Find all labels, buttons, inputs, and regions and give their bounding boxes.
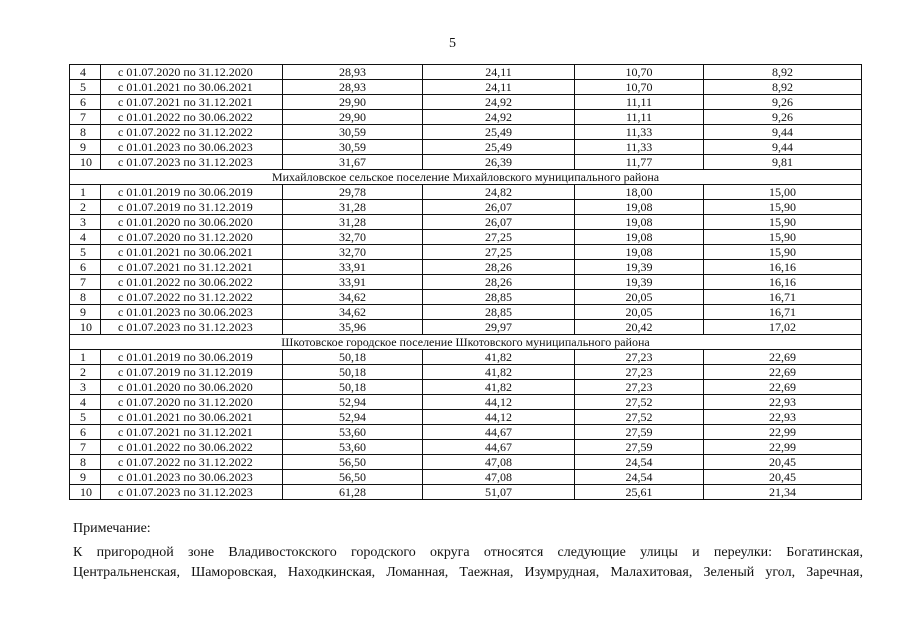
row-number-cell: 7 [70,440,101,455]
row-number-cell: 5 [70,80,101,95]
table-row [70,305,862,320]
row-number-cell: 3 [70,380,101,395]
table-row [70,230,862,245]
value-cell-3: 10,70 [575,80,704,95]
value-cell-3: 24,54 [575,455,704,470]
table-row [70,275,862,290]
value-cell-2: 24,92 [423,110,575,125]
note-text-line-1: К пригородной зоне Владивостокского городского округа относятся следующие улицы и переулки: Богатинская, [73,545,863,560]
period-cell: с 01.07.2021 по 31.12.2021 [101,425,283,440]
value-cell-3: 19,08 [575,230,704,245]
value-cell-1: 29,90 [283,110,423,125]
value-cell-1: 31,28 [283,215,423,230]
row-number-cell: 6 [70,260,101,275]
value-cell-4: 8,92 [704,80,862,95]
value-cell-3: 19,08 [575,200,704,215]
value-cell-4: 15,90 [704,200,862,215]
value-cell-2: 41,82 [423,380,575,395]
row-number-cell: 10 [70,155,101,170]
value-cell-2: 25,49 [423,125,575,140]
table-row [70,455,862,470]
period-cell: с 01.07.2019 по 31.12.2019 [101,365,283,380]
period-cell: с 01.01.2021 по 30.06.2021 [101,80,283,95]
period-cell: с 01.01.2022 по 30.06.2022 [101,110,283,125]
row-number-cell: 10 [70,485,101,500]
value-cell-3: 18,00 [575,185,704,200]
value-cell-1: 50,18 [283,365,423,380]
value-cell-1: 30,59 [283,140,423,155]
note-title: Примечание: [73,521,151,536]
period-cell: с 01.01.2020 по 30.06.2020 [101,215,283,230]
value-cell-1: 33,91 [283,260,423,275]
period-cell: с 01.01.2019 по 30.06.2019 [101,185,283,200]
table-row [70,290,862,305]
period-cell: с 01.07.2020 по 31.12.2020 [101,230,283,245]
value-cell-4: 20,45 [704,455,862,470]
row-number-cell: 9 [70,470,101,485]
table-row [70,440,862,455]
value-cell-1: 28,93 [283,80,423,95]
value-cell-2: 28,26 [423,275,575,290]
table-row [70,155,862,170]
value-cell-1: 52,94 [283,410,423,425]
value-cell-3: 27,23 [575,365,704,380]
value-cell-2: 28,85 [423,305,575,320]
table-row [70,110,862,125]
row-number-cell: 9 [70,305,101,320]
value-cell-1: 52,94 [283,395,423,410]
value-cell-3: 11,11 [575,95,704,110]
value-cell-4: 9,44 [704,125,862,140]
value-cell-2: 51,07 [423,485,575,500]
value-cell-4: 20,45 [704,470,862,485]
table-row [70,185,862,200]
value-cell-4: 22,93 [704,395,862,410]
value-cell-3: 27,59 [575,440,704,455]
value-cell-1: 56,50 [283,470,423,485]
row-number-cell: 10 [70,320,101,335]
value-cell-4: 16,71 [704,305,862,320]
value-cell-1: 29,78 [283,185,423,200]
section-title: Михайловское сельское поселение Михайловского муниципального района [70,170,862,185]
row-number-cell: 3 [70,215,101,230]
row-number-cell: 9 [70,140,101,155]
value-cell-1: 31,28 [283,200,423,215]
period-cell: с 01.01.2019 по 30.06.2019 [101,350,283,365]
value-cell-2: 24,92 [423,95,575,110]
row-number-cell: 5 [70,410,101,425]
value-cell-3: 27,23 [575,350,704,365]
value-cell-4: 15,90 [704,245,862,260]
note-text-line-2: Центральненская, Шаморовская, Находкинская, Ломанная, Таежная, Изумрудная, Малахитовая, Зеленый угол, Заречная, [73,565,863,580]
value-cell-2: 44,67 [423,425,575,440]
value-cell-3: 27,52 [575,410,704,425]
value-cell-2: 41,82 [423,365,575,380]
period-cell: с 01.07.2020 по 31.12.2020 [101,65,283,80]
value-cell-1: 50,18 [283,380,423,395]
value-cell-2: 47,08 [423,455,575,470]
value-cell-2: 44,67 [423,440,575,455]
value-cell-1: 32,70 [283,245,423,260]
row-number-cell: 8 [70,125,101,140]
tariff-table [69,64,862,500]
row-number-cell: 1 [70,350,101,365]
value-cell-3: 20,05 [575,305,704,320]
row-number-cell: 5 [70,245,101,260]
row-number-cell: 2 [70,200,101,215]
value-cell-2: 47,08 [423,470,575,485]
period-cell: с 01.07.2020 по 31.12.2020 [101,395,283,410]
row-number-cell: 2 [70,365,101,380]
period-cell: с 01.07.2022 по 31.12.2022 [101,455,283,470]
period-cell: с 01.01.2023 по 30.06.2023 [101,470,283,485]
row-number-cell: 8 [70,455,101,470]
tariff-table-body [70,65,862,500]
value-cell-3: 24,54 [575,470,704,485]
table-row [70,485,862,500]
value-cell-3: 27,52 [575,395,704,410]
value-cell-2: 28,26 [423,260,575,275]
value-cell-1: 31,67 [283,155,423,170]
period-cell: с 01.01.2022 по 30.06.2022 [101,275,283,290]
value-cell-3: 10,70 [575,65,704,80]
value-cell-4: 22,69 [704,380,862,395]
row-number-cell: 7 [70,110,101,125]
value-cell-3: 11,33 [575,125,704,140]
period-cell: с 01.01.2021 по 30.06.2021 [101,245,283,260]
value-cell-2: 41,82 [423,350,575,365]
period-cell: с 01.01.2021 по 30.06.2021 [101,410,283,425]
table-row [70,65,862,80]
value-cell-4: 22,99 [704,440,862,455]
value-cell-2: 27,25 [423,245,575,260]
value-cell-2: 44,12 [423,395,575,410]
period-cell: с 01.07.2023 по 31.12.2023 [101,155,283,170]
value-cell-3: 27,23 [575,380,704,395]
row-number-cell: 6 [70,425,101,440]
table-row [70,410,862,425]
value-cell-4: 22,69 [704,365,862,380]
value-cell-3: 19,08 [575,245,704,260]
value-cell-4: 16,71 [704,290,862,305]
value-cell-1: 56,50 [283,455,423,470]
value-cell-2: 27,25 [423,230,575,245]
table-row [70,470,862,485]
value-cell-4: 16,16 [704,275,862,290]
table-row [70,320,862,335]
value-cell-1: 50,18 [283,350,423,365]
value-cell-3: 20,42 [575,320,704,335]
period-cell: с 01.07.2023 по 31.12.2023 [101,320,283,335]
note-block [73,521,863,583]
table-row [70,380,862,395]
value-cell-3: 11,33 [575,140,704,155]
value-cell-4: 16,16 [704,260,862,275]
table-row [70,125,862,140]
value-cell-1: 35,96 [283,320,423,335]
value-cell-2: 24,11 [423,80,575,95]
period-cell: с 01.01.2023 по 30.06.2023 [101,140,283,155]
row-number-cell: 4 [70,395,101,410]
value-cell-2: 26,07 [423,215,575,230]
row-number-cell: 7 [70,275,101,290]
table-row [70,245,862,260]
value-cell-2: 26,07 [423,200,575,215]
period-cell: с 01.07.2021 по 31.12.2021 [101,95,283,110]
table-row [70,350,862,365]
section-header-row [70,170,862,185]
value-cell-4: 9,81 [704,155,862,170]
period-cell: с 01.07.2022 по 31.12.2022 [101,125,283,140]
table-row [70,395,862,410]
value-cell-1: 53,60 [283,440,423,455]
value-cell-2: 24,11 [423,65,575,80]
section-title: Шкотовское городское поселение Шкотовского муниципального района [70,335,862,350]
value-cell-1: 33,91 [283,275,423,290]
value-cell-4: 15,90 [704,215,862,230]
period-cell: с 01.01.2023 по 30.06.2023 [101,305,283,320]
section-header-row [70,335,862,350]
value-cell-1: 53,60 [283,425,423,440]
period-cell: с 01.07.2021 по 31.12.2021 [101,260,283,275]
value-cell-4: 22,93 [704,410,862,425]
table-row [70,95,862,110]
period-cell: с 01.01.2020 по 30.06.2020 [101,380,283,395]
table-row [70,215,862,230]
value-cell-1: 28,93 [283,65,423,80]
value-cell-3: 20,05 [575,290,704,305]
table-row [70,200,862,215]
value-cell-4: 15,00 [704,185,862,200]
value-cell-4: 22,99 [704,425,862,440]
value-cell-2: 26,39 [423,155,575,170]
period-cell: с 01.07.2022 по 31.12.2022 [101,290,283,305]
value-cell-4: 21,34 [704,485,862,500]
table-row [70,425,862,440]
value-cell-3: 19,08 [575,215,704,230]
value-cell-4: 17,02 [704,320,862,335]
value-cell-4: 9,44 [704,140,862,155]
value-cell-3: 19,39 [575,260,704,275]
row-number-cell: 6 [70,95,101,110]
period-cell: с 01.01.2022 по 30.06.2022 [101,440,283,455]
value-cell-2: 29,97 [423,320,575,335]
value-cell-3: 11,11 [575,110,704,125]
page-number: 5 [449,36,456,51]
table-row [70,80,862,95]
period-cell: с 01.07.2023 по 31.12.2023 [101,485,283,500]
value-cell-2: 25,49 [423,140,575,155]
value-cell-3: 27,59 [575,425,704,440]
table-row [70,260,862,275]
value-cell-1: 61,28 [283,485,423,500]
value-cell-4: 15,90 [704,230,862,245]
value-cell-2: 28,85 [423,290,575,305]
table-row [70,365,862,380]
value-cell-3: 19,39 [575,275,704,290]
value-cell-1: 34,62 [283,305,423,320]
value-cell-2: 24,82 [423,185,575,200]
table-row [70,140,862,155]
value-cell-4: 9,26 [704,110,862,125]
value-cell-1: 29,90 [283,95,423,110]
value-cell-1: 30,59 [283,125,423,140]
value-cell-4: 9,26 [704,95,862,110]
value-cell-3: 11,77 [575,155,704,170]
value-cell-4: 22,69 [704,350,862,365]
value-cell-1: 32,70 [283,230,423,245]
period-cell: с 01.07.2019 по 31.12.2019 [101,200,283,215]
value-cell-2: 44,12 [423,410,575,425]
row-number-cell: 4 [70,65,101,80]
value-cell-3: 25,61 [575,485,704,500]
value-cell-1: 34,62 [283,290,423,305]
value-cell-4: 8,92 [704,65,862,80]
row-number-cell: 8 [70,290,101,305]
row-number-cell: 1 [70,185,101,200]
row-number-cell: 4 [70,230,101,245]
